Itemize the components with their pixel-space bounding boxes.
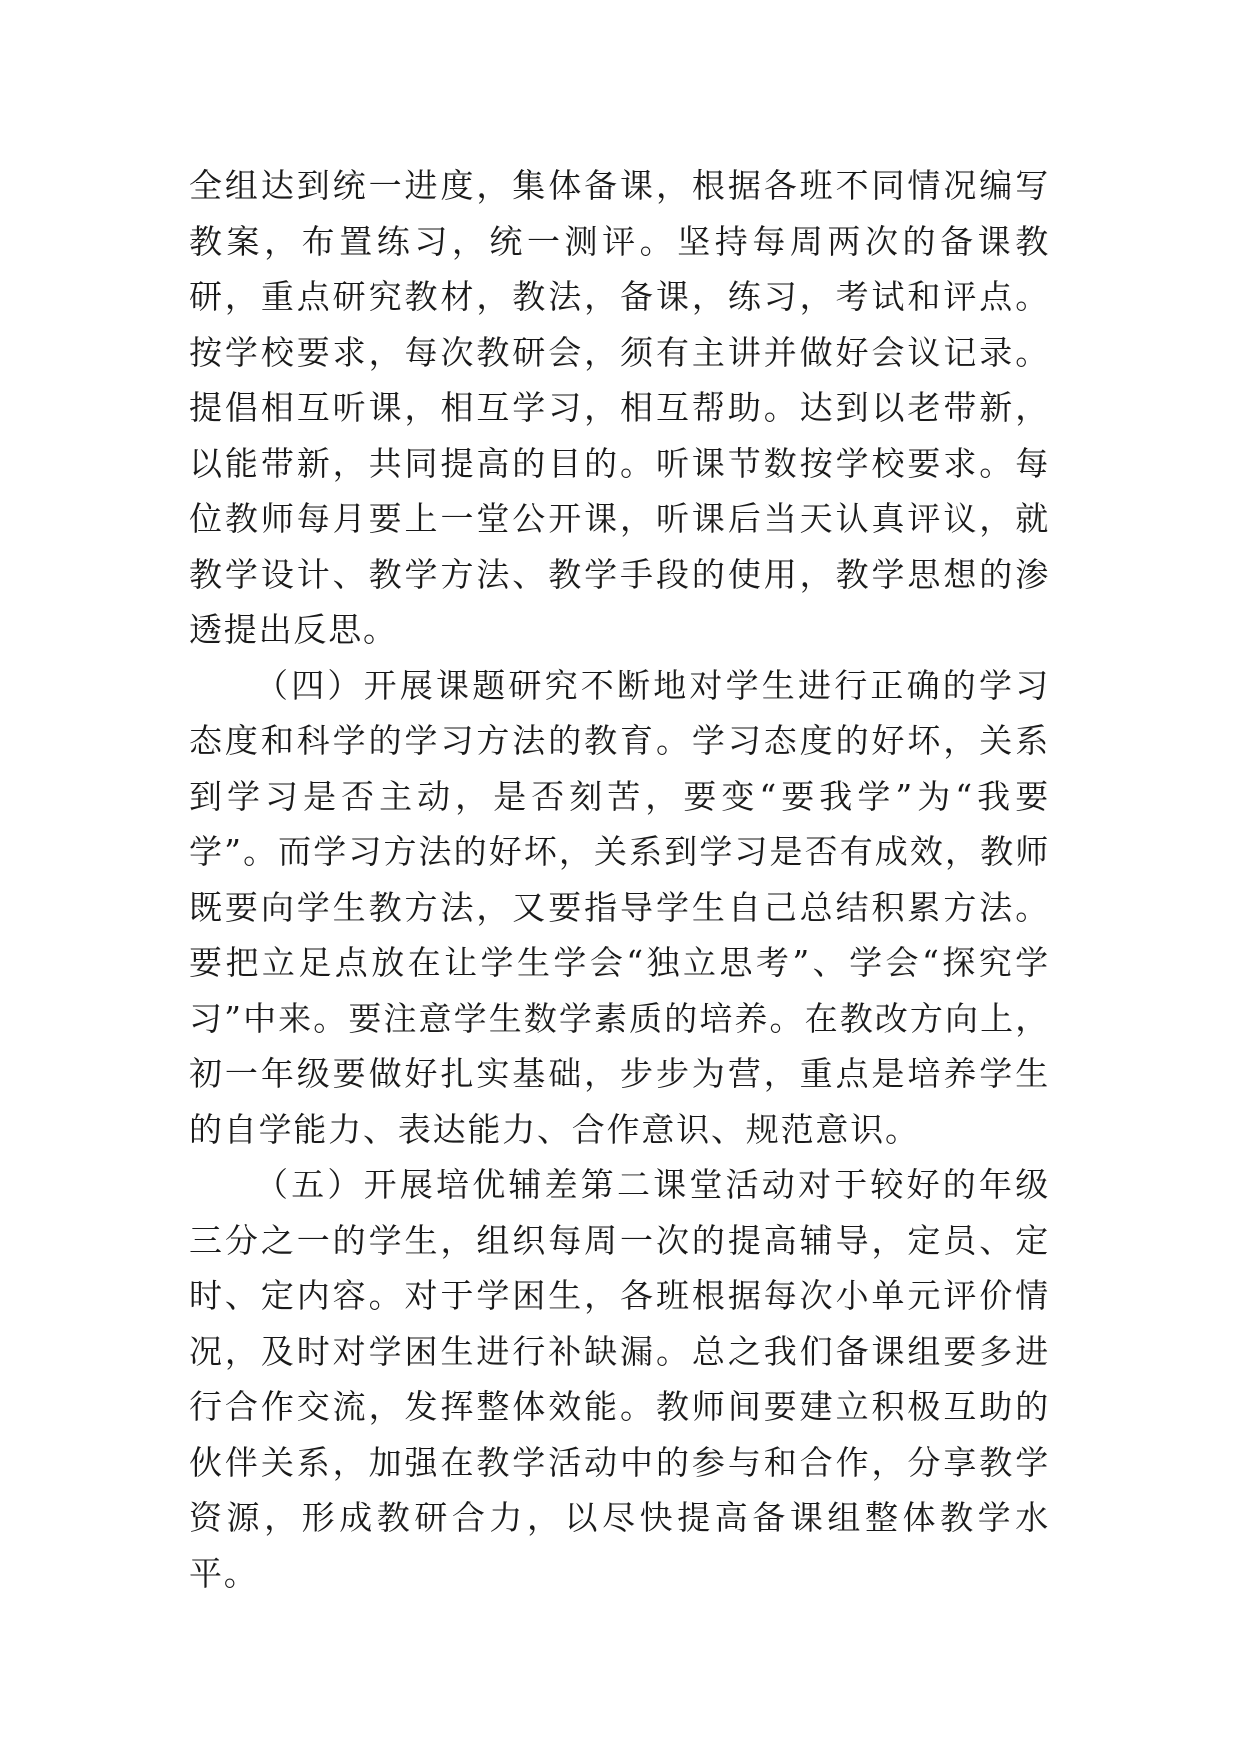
paragraph-section-four: （四）开展课题研究不断地对学生进行正确的学习态度和科学的学习方法的教育。学习态度的好坏，关系到学习是否主动，是否刻苦，要变“要我学”为“我要学”。而学习方法的好坏，关系到学习是否有成效，教师既要向学生教方法，又要指导学生自己总结积累方法。要把立足点放在让学生学会“独立思考”、学会“探究学习”中来。要注意学生数学素质的培养。在教改方向上，初一年级要做好扎实基础，步步为营，重点是培养学生的自学能力、表达能力、合作意识、规范意识。 — [189, 665, 1050, 1149]
paragraph-teaching-progress: 全组达到统一进度，集体备课，根据各班不同情况编写教案，布置练习，统一测评。坚持每周两次的备课教研，重点研究教材，教法，备课，练习，考试和评点。按学校要求，每次教研会，须有主讲并做好会议记录。提倡相互听课，相互学习，相互帮助。达到以老带新，以能带新，共同提高的目的。听课节数按学校要求。每位教师每月要上一堂公开课，听课后当天认真评议，就教学设计、教学方法、教学手段的使用，教学思想的渗透提出反思。 — [189, 166, 1050, 649]
paragraph-section-five: （五）开展培优辅差第二课堂活动对于较好的年级三分之一的学生，组织每周一次的提高辅导，定员、定时、定内容。对于学困生，各班根据每次小单元评价情况，及时对学困生进行补缺漏。总之我们备课组要多进行合作交流，发挥整体效能。教师间要建立积极互助的伙伴关系，加强在教学活动中的参与和合作，分享教学资源，形成教研合力，以尽快提高备课组整体教学水平。 — [189, 1165, 1050, 1593]
document-body — [189, 158, 1050, 1601]
